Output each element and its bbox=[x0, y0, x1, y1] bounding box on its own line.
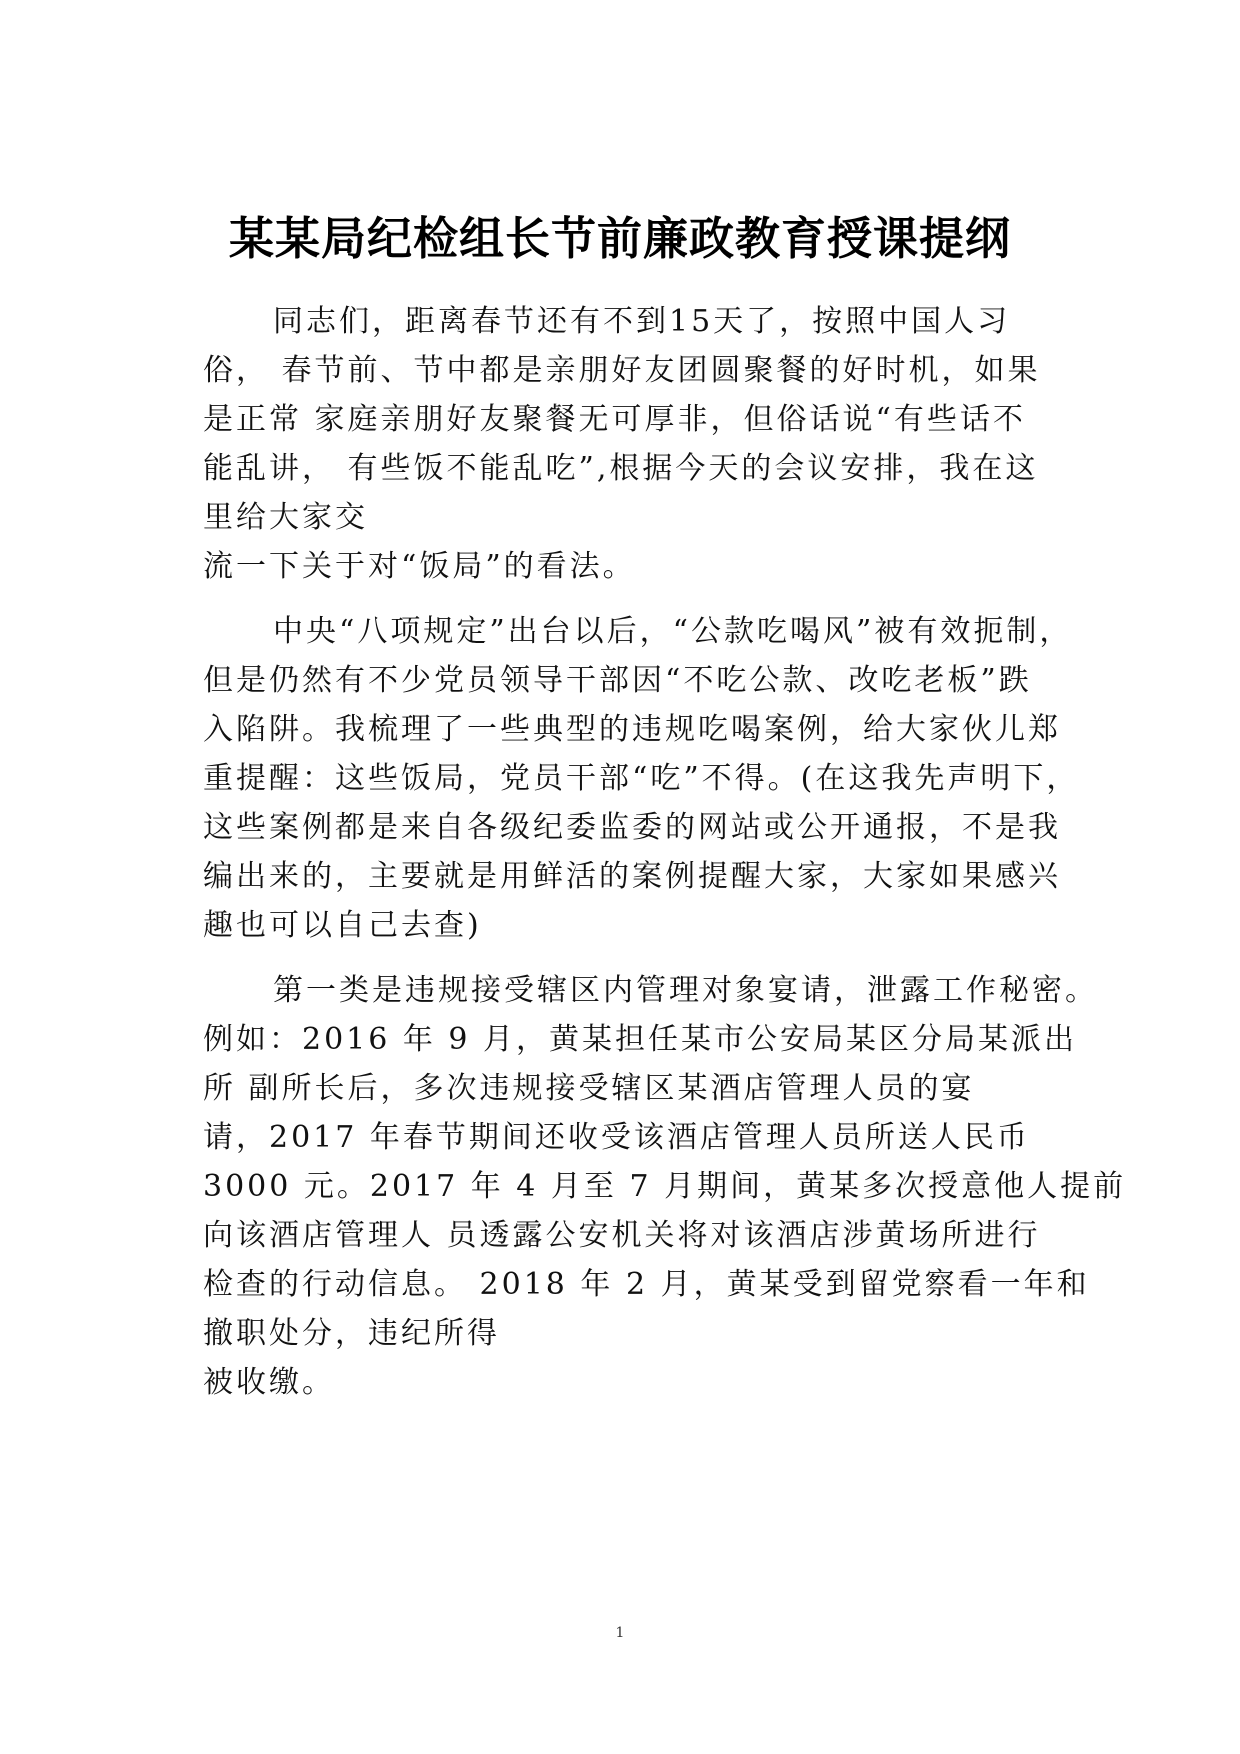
document-title: 某某局纪检组长节前廉政教育授课提纲 bbox=[228, 212, 1011, 265]
text-line: 所 副所长后，多次违规接受辖区某酒店管理人员的宴 bbox=[203, 1071, 975, 1106]
text-line: 流一下关于对“饭局”的看法。 bbox=[203, 549, 636, 584]
text-line: 被收缴。 bbox=[203, 1365, 335, 1400]
text-line: 能乱讲， 有些饭不能乱吃”,根据今天的会议安排，我在这 bbox=[203, 451, 1039, 486]
text-line: 但是仍然有不少党员领导干部因“不吃公款、改吃老板”跌 bbox=[203, 663, 1032, 698]
text-line: 重提醒：这些饭局，党员干部“吃”不得。(在这我先声明下， bbox=[203, 761, 1080, 796]
text-line: 趣也可以自己去查) bbox=[203, 908, 482, 943]
text-line: 向该酒店管理人 员透露公安机关将对该酒店涉黄场所进行 bbox=[203, 1218, 1041, 1253]
text-line: 同志们，距离春节还有不到15天了，按照中国人习 bbox=[273, 304, 1011, 339]
text-line: 入陷阱。我梳理了一些典型的违规吃喝案例，给大家伙儿郑 bbox=[203, 712, 1061, 747]
text-line: 例如：2016 年 9 月，黄某担任某市公安局某区分局某派出 bbox=[203, 1022, 1078, 1057]
text-line: 检查的行动信息。 2018 年 2 月，黄某受到留党察看一年和 bbox=[203, 1267, 1090, 1302]
text-line: 俗， 春节前、节中都是亲朋好友团圆聚餐的好时机，如果 bbox=[203, 353, 1041, 388]
text-line: 撤职处分，违纪所得 bbox=[203, 1316, 500, 1351]
text-line: 第一类是违规接受辖区内管理对象宴请，泄露工作秘密。 bbox=[273, 973, 1098, 1008]
text-line: 中央“八项规定”出台以后，“公款吃喝风”被有效扼制， bbox=[273, 614, 1073, 649]
text-line: 这些案例都是来自各级纪委监委的网站或公开通报，不是我 bbox=[203, 810, 1061, 845]
text-line: 请，2017 年春节期间还收受该酒店管理人员所送人民币 bbox=[203, 1120, 1030, 1155]
text-line: 是正常 家庭亲朋好友聚餐无可厚非，但俗话说“有些话不 bbox=[203, 402, 1026, 437]
page-number: 1 bbox=[615, 1625, 625, 1641]
text-line: 里给大家交 bbox=[203, 500, 368, 535]
text-line: 编出来的，主要就是用鲜活的案例提醒大家，大家如果感兴 bbox=[203, 859, 1061, 894]
text-line: 3000 元。2017 年 4 月至 7 月期间，黄某多次授意他人提前 bbox=[203, 1169, 1127, 1204]
